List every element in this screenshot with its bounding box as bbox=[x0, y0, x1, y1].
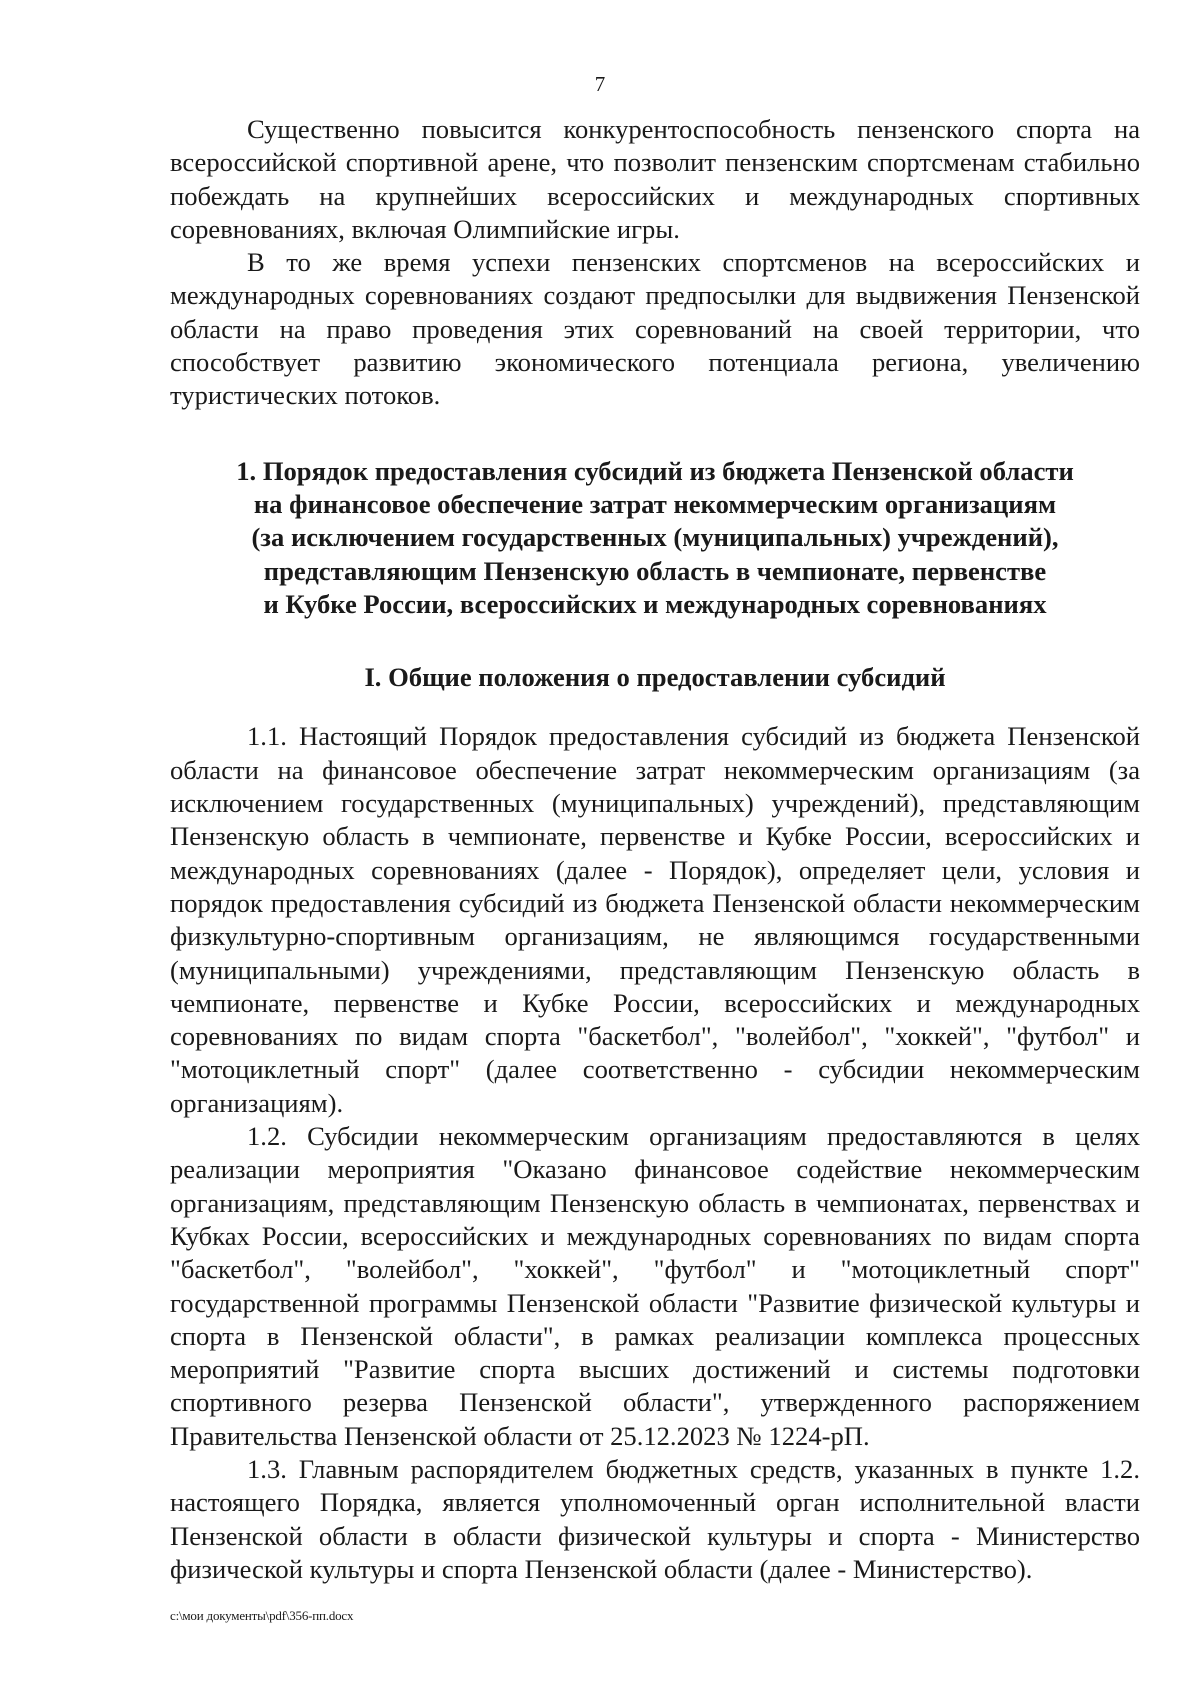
section-title-line: на финансовое обеспечение затрат некоммерческим организациям bbox=[253, 488, 1057, 519]
section-title-line: 1. Порядок предоставления субсидий из бюджета Пензенской области bbox=[236, 455, 1074, 486]
paragraph-1-2: 1.2. Субсидии некоммерческим организациям предоставляются в целях реализации мероприятия "Оказано финансовое содействие некоммерческим организациям, представляющим Пензенскую область в чемпионатах, первенствах и Кубках России, всероссийских и международных соревнованиях по видам спорта "баскетбол", "волейбол", "хоккей", "футбол" и "мотоциклетный спорт" государственной программы Пензенской области "Развитие физической культуры и спорта в Пензенской области", в рамках реализации комплекса процессных мероприятий "Развитие спорта высших достижений и системы подготовки спортивного резерва Пензенской области", утвержденного распоряжением Правительства Пензенской области от 25.12.2023 № 1224-рП. bbox=[170, 1121, 1140, 1451]
section-title-line: (за исключением государственных (муниципальных) учреждений), bbox=[251, 522, 1059, 553]
section-title bbox=[170, 455, 1140, 621]
paragraph-intro-1: Существенно повысится конкурентоспособность пензенского спорта на всероссийской спортивной арене, что позволит пензенским спортсменам стабильно побеждать на крупнейших всероссийских и международных спортивных соревнованиях, включая Олимпийские игры. bbox=[170, 114, 1140, 244]
footer-file-path: c:\мои документы\pdf\356-пп.docx bbox=[170, 1608, 354, 1623]
document-body bbox=[170, 113, 1140, 1586]
paragraph-intro-2: В то же время успехи пензенских спортсменов на всероссийских и международных соревнованиях создают предпосылки для выдвижения Пензенской области на право проведения этих соревнований на своей территории, что способствует развитию экономического потенциала региона, увеличению туристических потоков. bbox=[170, 247, 1140, 411]
paragraph-1-1: 1.1. Настоящий Порядок предоставления субсидий из бюджета Пензенской области на финансовое обеспечение затрат некоммерческим организациям (за исключением государственных (муниципальных) учреждений), представляющим Пензенскую область в чемпионате, первенстве и Кубке России, всероссийских и международных соревнованиях (далее - Порядок), определяет цели, условия и порядок предоставления субсидий из бюджета Пензенской области некоммерческим физкультурно-спортивным организациям, не являющимся государственными (муниципальными) учреждениями, представляющим Пензенскую область в чемпионате, первенстве и Кубке России, всероссийских и международных соревнованиях по видам спорта "баскетбол", "волейбол", "хоккей", "футбол" и "мотоциклетный спорт" (далее соответственно - субсидии некоммерческим организациям). bbox=[170, 721, 1140, 1118]
section-title-line: представляющим Пензенскую область в чемпионате, первенстве bbox=[263, 555, 1047, 586]
section-title-line: и Кубке России, всероссийских и международных соревнованиях bbox=[263, 588, 1047, 619]
page-number: 7 bbox=[594, 72, 606, 96]
paragraph-1-3: 1.3. Главным распорядителем бюджетных средств, указанных в пункте 1.2. настоящего Порядка, является уполномоченный орган исполнительной власти Пензенской области в области физической культуры и спорта - Министерство физической культуры и спорта Пензенской области (далее - Министерство). bbox=[170, 1453, 1140, 1584]
subsection-title: I. Общие положения о предоставлении субсидий bbox=[364, 662, 946, 693]
